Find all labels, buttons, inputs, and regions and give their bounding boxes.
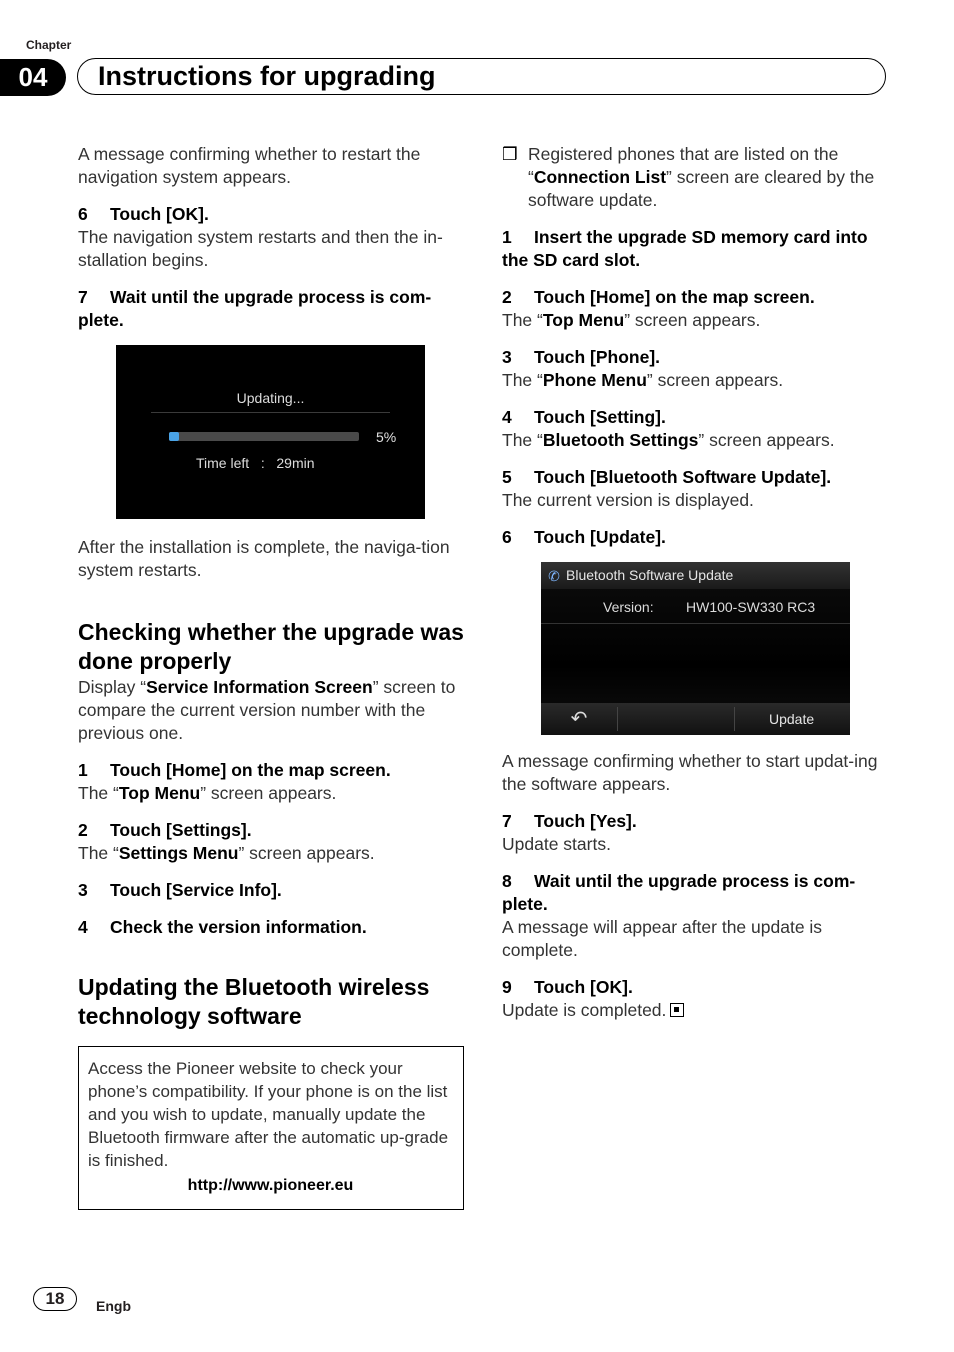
bt-step-1	[502, 226, 890, 272]
bt-step-4	[502, 406, 890, 429]
screen-title: Bluetooth Software Update	[566, 567, 734, 583]
check-step-2	[78, 819, 466, 842]
step-text: Touch [Update].	[534, 527, 666, 547]
screen-name: Bluetooth Settings	[542, 430, 699, 450]
step-text: Wait until the upgrade process is com-plete.	[502, 871, 856, 914]
text: The “	[502, 430, 543, 450]
screen-header	[541, 562, 850, 589]
text: The “	[502, 310, 543, 330]
step-number: 2	[78, 820, 88, 840]
check-step-2-desc	[78, 842, 466, 865]
step-text: Touch [Home] on the map screen.	[534, 287, 815, 307]
step-number: 7	[78, 287, 88, 307]
bt-step-9-desc	[502, 999, 890, 1022]
note-bullet	[502, 143, 890, 212]
bluetooth-update-screenshot	[541, 562, 850, 735]
progress-bar	[169, 432, 359, 441]
text: Display “	[78, 677, 147, 697]
end-of-section-icon	[670, 1003, 684, 1017]
step-number: 3	[78, 880, 88, 900]
check-step-3	[78, 879, 466, 902]
after-install-text: After the installation is complete, the naviga-tion system restarts.	[78, 537, 450, 580]
updating-title: Updating...	[236, 390, 305, 406]
step-number: 1	[78, 760, 88, 780]
heading-checking: Checking whether the upgrade was done properly	[78, 619, 464, 674]
screen-name: Service Information Screen	[146, 677, 373, 697]
divider	[541, 623, 850, 624]
step-text: Touch [Yes].	[534, 811, 637, 831]
step-number: 7	[502, 811, 512, 831]
check-intro	[78, 676, 466, 745]
step-text: Touch [Bluetooth Software Update].	[534, 467, 832, 487]
screen-name: Phone Menu	[542, 370, 647, 390]
update-button[interactable]: Update	[769, 711, 815, 727]
text: The “	[502, 370, 543, 390]
step-text: Touch [OK].	[110, 204, 209, 224]
step-number: 3	[502, 347, 512, 367]
text: The “	[78, 843, 119, 863]
page-title: Instructions for upgrading	[98, 61, 436, 91]
step-7	[78, 286, 466, 332]
text: The “	[78, 783, 119, 803]
step-text: Touch [Service Info].	[110, 880, 282, 900]
text: ” screen to compare the current version number with the previous one.	[78, 677, 456, 743]
text: ” screen appears.	[238, 843, 375, 863]
step-text: Touch [Settings].	[110, 820, 252, 840]
bt-step-2-desc	[502, 309, 890, 332]
bt-step-7-desc: Update starts.	[502, 834, 611, 854]
bt-step-8	[502, 870, 890, 916]
step-number: 4	[78, 917, 88, 937]
bt-step-8-desc: A message will appear after the update is complete.	[502, 917, 823, 960]
bt-step-7	[502, 810, 890, 833]
bt-step-6	[502, 526, 890, 549]
step-6	[78, 203, 466, 226]
after-bt-text: A message confirming whether to start updat-ing the software appears.	[502, 751, 878, 794]
step-number: 1	[502, 227, 512, 247]
check-step-4	[78, 916, 466, 939]
divider	[151, 412, 390, 413]
chapter-title-box	[77, 58, 886, 95]
updating-screenshot	[116, 345, 425, 519]
text: Registered phones that are listed on the “	[528, 144, 839, 187]
chapter-number: 04	[0, 59, 66, 96]
step-number: 4	[502, 407, 512, 427]
note-box	[78, 1046, 464, 1210]
chapter-label: Chapter	[26, 38, 72, 52]
check-step-1-desc	[78, 782, 466, 805]
step-text: Touch [Phone].	[534, 347, 661, 367]
text: Update is completed.	[502, 1000, 667, 1020]
step-6-desc: The navigation system restarts and then the in-stallation begins.	[78, 227, 443, 270]
step-number: 6	[78, 204, 88, 224]
text: ” screen appears.	[200, 783, 337, 803]
pioneer-link[interactable]: http://www.pioneer.eu	[187, 1177, 354, 1194]
language-code: Engb	[96, 1298, 131, 1314]
step-text: Touch [OK].	[534, 977, 633, 997]
version-value: HW100-SW330 RC3	[686, 599, 816, 615]
bt-step-4-desc	[502, 429, 890, 452]
bt-step-2	[502, 286, 890, 309]
step-text: Wait until the upgrade process is com-plete.	[78, 287, 432, 330]
step-number: 9	[502, 977, 512, 997]
right-column	[502, 143, 890, 1022]
step-text: Touch [Setting].	[534, 407, 666, 427]
bt-step-3	[502, 346, 890, 369]
checkbox-bullet-icon: ❒	[502, 144, 518, 164]
screen-name: Connection List	[533, 167, 667, 187]
step-number: 8	[502, 871, 512, 891]
page-number: 18	[33, 1287, 77, 1311]
version-label: Version:	[603, 599, 654, 615]
progress-percent: 5%	[376, 429, 397, 445]
check-step-1	[78, 759, 466, 782]
text: ” screen appears.	[624, 310, 761, 330]
screen-footer	[541, 703, 850, 735]
heading-bluetooth: Updating the Bluetooth wireless technology software	[78, 974, 430, 1029]
screen-name: Settings Menu	[118, 843, 239, 863]
screen-name: Top Menu	[118, 783, 201, 803]
note-text: Access the Pioneer website to check your phone’s compatibility. If your phone is on the list and you wish to update, manually update the Bluetooth firmware after the automatic up-grade is finished.	[88, 1059, 449, 1170]
step-number: 6	[502, 527, 512, 547]
text: ” screen appears.	[646, 370, 784, 390]
intro-text: A message confirming whether to restart the navigation system appears.	[78, 144, 421, 187]
text: ” screen appears.	[698, 430, 835, 450]
bt-step-5	[502, 466, 890, 489]
step-text: Touch [Home] on the map screen.	[110, 760, 391, 780]
step-number: 5	[502, 467, 512, 487]
bt-step-5-desc: The current version is displayed.	[502, 490, 754, 510]
divider	[734, 707, 735, 731]
left-column	[78, 143, 466, 1210]
step-text: Check the version information.	[110, 917, 367, 937]
screen-name: Top Menu	[542, 310, 625, 330]
back-icon[interactable]: ↶	[570, 708, 588, 730]
bt-step-3-desc	[502, 369, 890, 392]
bt-step-9	[502, 976, 890, 999]
progress-fill	[169, 432, 179, 441]
divider	[617, 707, 618, 731]
step-text: Insert the upgrade SD memory card into the SD card slot.	[502, 227, 868, 270]
time-left: Time left : 29min	[196, 455, 315, 471]
step-number: 2	[502, 287, 512, 307]
phone-bluetooth-icon: ✆	[548, 568, 560, 584]
text: ” screen are cleared by the software update.	[528, 167, 875, 210]
